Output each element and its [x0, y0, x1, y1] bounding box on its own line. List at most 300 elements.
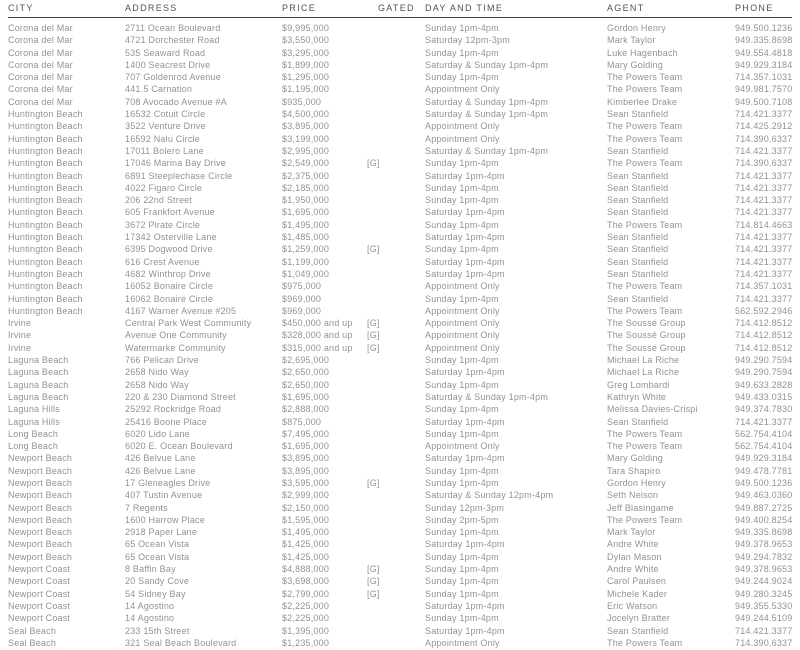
- cell-price: $3,295,000: [282, 47, 330, 58]
- cell-agent: The Powers Team: [607, 121, 683, 132]
- cell-price: $328,000 and up: [282, 330, 353, 341]
- cell-address: 14 Agostino: [125, 600, 175, 611]
- cell-day_time: Sunday 1pm-4pm: [425, 564, 499, 575]
- cell-price: $1,199,000: [282, 256, 330, 267]
- cell-day_time: Sunday 1pm-4pm: [425, 477, 499, 488]
- table-row: [8, 305, 792, 317]
- cell-day_time: Sunday 1pm-4pm: [425, 355, 499, 366]
- cell-price: $1,595,000: [282, 514, 330, 525]
- cell-price: $1,425,000: [282, 539, 330, 550]
- cell-day_time: Sunday 1pm-4pm: [425, 527, 499, 538]
- cell-agent: Sean Stanfield: [607, 268, 669, 279]
- cell-phone: 714.421.3377: [735, 232, 792, 243]
- table-row: [8, 514, 792, 526]
- cell-city: Irvine: [8, 342, 32, 353]
- cell-gated: [G]: [367, 244, 380, 255]
- cell-city: Corona del Mar: [8, 84, 73, 95]
- cell-address: 707 Goldenrod Avenue: [125, 72, 221, 83]
- cell-phone: 949.929.3184: [735, 59, 792, 70]
- cell-city: Laguna Beach: [8, 355, 69, 366]
- table-row: [8, 243, 792, 255]
- open-house-listings-table: [8, 0, 792, 649]
- table-row: [8, 452, 792, 464]
- cell-day_time: Sunday 1pm-4pm: [425, 551, 499, 562]
- cell-phone: 714.390.6337: [735, 133, 792, 144]
- cell-agent: Sean Stanfield: [607, 195, 669, 206]
- cell-price: $1,295,000: [282, 72, 330, 83]
- cell-city: Newport Beach: [8, 453, 73, 464]
- cell-phone: 949.478.7781: [735, 465, 792, 476]
- cell-price: $975,000: [282, 281, 322, 292]
- cell-city: Newport Coast: [8, 564, 71, 575]
- cell-city: Newport Beach: [8, 514, 73, 525]
- cell-day_time: Saturday & Sunday 1pm-4pm: [425, 96, 549, 107]
- table-row: [8, 83, 792, 95]
- cell-city: Seal Beach: [8, 637, 57, 648]
- cell-phone: 714.421.3377: [735, 195, 792, 206]
- cell-address: 2711 Ocean Boulevard: [125, 23, 221, 33]
- cell-agent: The Powers Team: [607, 281, 683, 292]
- cell-address: 16532 Cotuit Circle: [125, 109, 206, 120]
- cell-city: Huntington Beach: [8, 121, 83, 132]
- cell-day_time: Sunday 1pm-4pm: [425, 47, 499, 58]
- cell-phone: 949.294.7832: [735, 551, 792, 562]
- cell-gated: [367, 538, 425, 550]
- cell-address: 16592 Nalu Circle: [125, 133, 200, 144]
- cell-agent: Greg Lombardi: [607, 379, 670, 390]
- cell-price: $1,485,000: [282, 232, 330, 243]
- cell-address: 16052 Bonaire Circle: [125, 281, 214, 292]
- column-header-city: CITY: [8, 3, 34, 13]
- cell-day_time: Appointment Only: [425, 342, 500, 353]
- cell-phone: 949.500.1236: [735, 23, 792, 33]
- cell-address: 321 Seal Beach Boulevard: [125, 637, 237, 648]
- cell-phone: 949.981.7570: [735, 84, 792, 95]
- cell-day_time: Saturday 1pm-4pm: [425, 232, 505, 243]
- cell-agent: Mary Golding: [607, 59, 663, 70]
- cell-price: $3,550,000: [282, 35, 330, 46]
- cell-price: $1,695,000: [282, 391, 330, 402]
- cell-agent: Sean Stanfield: [607, 293, 669, 304]
- cell-day_time: Saturday 1pm-4pm: [425, 600, 505, 611]
- cell-price: $1,425,000: [282, 551, 330, 562]
- cell-day_time: Saturday 1pm-4pm: [425, 268, 505, 279]
- cell-address: 17011 Bolero Lane: [125, 145, 204, 156]
- table-row: [8, 120, 792, 132]
- cell-city: Newport Coast: [8, 576, 71, 587]
- cell-agent: The Powers Team: [607, 637, 683, 648]
- cell-city: Huntington Beach: [8, 158, 83, 169]
- cell-address: 6891 Steeplechase Circle: [125, 170, 233, 181]
- cell-address: 605 Frankfort Avenue: [125, 207, 215, 218]
- cell-city: Newport Coast: [8, 600, 71, 611]
- cell-agent: Dylan Mason: [607, 551, 662, 562]
- cell-phone: 949.374.7830: [735, 404, 792, 415]
- table-row: [8, 403, 792, 415]
- cell-address: Avenue One Community: [125, 330, 227, 341]
- table-row: [8, 22, 792, 34]
- cell-gated: [367, 194, 425, 206]
- cell-day_time: Saturday 12pm-3pm: [425, 35, 510, 46]
- cell-price: $1,695,000: [282, 441, 330, 452]
- cell-agent: Andre White: [607, 564, 659, 575]
- cell-phone: 562.754.4104: [735, 428, 792, 439]
- cell-day_time: Saturday & Sunday 1pm-4pm: [425, 109, 549, 120]
- cell-gated: [367, 34, 425, 46]
- cell-city: Newport Beach: [8, 527, 73, 538]
- cell-address: 535 Seaward Road: [125, 47, 206, 58]
- table-row: [8, 71, 792, 83]
- cell-city: Huntington Beach: [8, 170, 83, 181]
- cell-day_time: Sunday 1pm-4pm: [425, 195, 499, 206]
- cell-agent: The Powers Team: [607, 514, 683, 525]
- cell-agent: Kimberlee Drake: [607, 96, 678, 107]
- cell-address: 65 Ocean Vista: [125, 551, 190, 562]
- cell-day_time: Saturday & Sunday 1pm-4pm: [425, 145, 549, 156]
- cell-phone: 949.400.8254: [735, 514, 792, 525]
- cell-city: Laguna Hills: [8, 404, 60, 415]
- cell-day_time: Sunday 1pm-4pm: [425, 613, 499, 624]
- cell-address: 4167 Warner Avenue #205: [125, 305, 237, 316]
- cell-price: $2,888,000: [282, 404, 330, 415]
- cell-gated: [367, 96, 425, 108]
- cell-agent: Sean Stanfield: [607, 145, 669, 156]
- cell-city: Newport Coast: [8, 613, 71, 624]
- cell-agent: The Powers Team: [607, 305, 683, 316]
- cell-gated: [G]: [367, 318, 380, 329]
- cell-day_time: Sunday 1pm-4pm: [425, 72, 499, 83]
- cell-agent: Luke Hagenbach: [607, 47, 678, 58]
- cell-agent: The Soussé Group: [607, 342, 686, 353]
- cell-phone: 714.421.3377: [735, 145, 792, 156]
- table-row: [8, 354, 792, 366]
- cell-city: Huntington Beach: [8, 293, 83, 304]
- cell-gated: [367, 637, 425, 649]
- cell-gated: [367, 489, 425, 501]
- cell-city: Corona del Mar: [8, 72, 73, 83]
- cell-phone: 714.421.3377: [735, 182, 792, 193]
- cell-price: $2,695,000: [282, 355, 330, 366]
- table-row: [8, 575, 792, 587]
- cell-phone: 949.433.0315: [735, 391, 792, 402]
- cell-price: $1,235,000: [282, 637, 330, 648]
- cell-address: 441.5 Carnation: [125, 84, 193, 95]
- cell-day_time: Sunday 1pm-4pm: [425, 244, 499, 255]
- cell-city: Huntington Beach: [8, 109, 83, 120]
- cell-address: 3522 Venture Drive: [125, 121, 206, 132]
- cell-city: Newport Beach: [8, 539, 73, 550]
- cell-day_time: Sunday 1pm-4pm: [425, 158, 499, 169]
- cell-city: Laguna Beach: [8, 379, 69, 390]
- cell-phone: 562.592.2946: [735, 305, 792, 316]
- cell-gated: [367, 280, 425, 292]
- cell-price: $450,000 and up: [282, 318, 353, 329]
- cell-gated: [367, 305, 425, 317]
- cell-address: 4022 Figaro Circle: [125, 182, 203, 193]
- table-row: [8, 59, 792, 71]
- cell-city: Corona del Mar: [8, 47, 73, 58]
- cell-address: 2918 Paper Lane: [125, 527, 198, 538]
- cell-day_time: Sunday 1pm-4pm: [425, 23, 499, 33]
- cell-city: Huntington Beach: [8, 305, 83, 316]
- cell-price: $2,150,000: [282, 502, 330, 513]
- cell-phone: 714.412.8512: [735, 342, 792, 353]
- cell-address: 17342 Osterville Lane: [125, 232, 217, 243]
- cell-address: 65 Ocean Vista: [125, 539, 190, 550]
- cell-gated: [367, 502, 425, 514]
- cell-city: Huntington Beach: [8, 244, 83, 255]
- cell-city: Corona del Mar: [8, 23, 73, 33]
- cell-price: $2,375,000: [282, 170, 330, 181]
- table-row: [8, 256, 792, 268]
- table-row: [8, 465, 792, 477]
- cell-gated: [G]: [367, 588, 380, 599]
- cell-phone: 949.290.7594: [735, 355, 792, 366]
- cell-gated: [367, 219, 425, 231]
- cell-phone: 714.814.4663: [735, 219, 792, 230]
- cell-gated: [367, 354, 425, 366]
- cell-phone: 949.500.1236: [735, 477, 792, 488]
- cell-gated: [G]: [367, 158, 380, 169]
- cell-agent: Kathryn White: [607, 391, 667, 402]
- cell-phone: 562.754.4104: [735, 441, 792, 452]
- cell-price: $315,000 and up: [282, 342, 353, 353]
- cell-price: $935,000: [282, 96, 322, 107]
- cell-price: $2,650,000: [282, 379, 330, 390]
- cell-day_time: Sunday 1pm-4pm: [425, 404, 499, 415]
- cell-address: Watermarke Community: [125, 342, 226, 353]
- cell-price: $875,000: [282, 416, 322, 427]
- cell-phone: 949.463.0360: [735, 490, 792, 501]
- cell-gated: [367, 47, 425, 59]
- cell-day_time: Sunday 12pm-3pm: [425, 502, 505, 513]
- cell-price: $3,895,000: [282, 121, 330, 132]
- cell-gated: [367, 256, 425, 268]
- table-row: [8, 551, 792, 563]
- cell-phone: 714.412.8512: [735, 318, 792, 329]
- cell-phone: 949.244.9024: [735, 576, 792, 587]
- cell-price: $1,899,000: [282, 59, 330, 70]
- table-header-row: [8, 0, 792, 18]
- cell-city: Huntington Beach: [8, 232, 83, 243]
- cell-phone: 949.378.9653: [735, 539, 792, 550]
- cell-address: 766 Pelican Drive: [125, 355, 199, 366]
- table-row: [8, 317, 792, 329]
- cell-gated: [367, 625, 425, 637]
- table-row: [8, 293, 792, 305]
- cell-day_time: Appointment Only: [425, 121, 500, 132]
- table-row: [8, 489, 792, 501]
- cell-agent: Sean Stanfield: [607, 170, 669, 181]
- cell-city: Huntington Beach: [8, 268, 83, 279]
- table-row: [8, 145, 792, 157]
- cell-day_time: Saturday 1pm-4pm: [425, 256, 505, 267]
- column-header-price: PRICE: [282, 3, 317, 13]
- cell-gated: [367, 428, 425, 440]
- table-row: [8, 477, 792, 489]
- cell-phone: 714.421.3377: [735, 293, 792, 304]
- cell-agent: Sean Stanfield: [607, 244, 669, 255]
- cell-day_time: Sunday 1pm-4pm: [425, 219, 499, 230]
- cell-day_time: Sunday 1pm-4pm: [425, 182, 499, 193]
- cell-day_time: Saturday 1pm-4pm: [425, 453, 505, 464]
- table-row: [8, 366, 792, 378]
- cell-price: $2,999,000: [282, 490, 330, 501]
- cell-phone: 949.554.4818: [735, 47, 792, 58]
- cell-agent: Sean Stanfield: [607, 625, 669, 636]
- cell-city: Laguna Beach: [8, 391, 69, 402]
- cell-gated: [367, 403, 425, 415]
- cell-agent: The Soussé Group: [607, 318, 686, 329]
- table-row: [8, 157, 792, 169]
- cell-gated: [367, 108, 425, 120]
- cell-gated: [367, 612, 425, 624]
- cell-phone: 714.412.8512: [735, 330, 792, 341]
- cell-gated: [367, 59, 425, 71]
- cell-agent: Carol Paulsen: [607, 576, 667, 587]
- cell-day_time: Sunday 1pm-4pm: [425, 576, 499, 587]
- cell-phone: 714.421.3377: [735, 625, 792, 636]
- column-header-phone: PHONE: [735, 3, 774, 13]
- cell-address: 1400 Seacrest Drive: [125, 59, 211, 70]
- cell-city: Huntington Beach: [8, 281, 83, 292]
- cell-day_time: Saturday 1pm-4pm: [425, 539, 505, 550]
- cell-city: Newport Beach: [8, 465, 73, 476]
- cell-price: $2,799,000: [282, 588, 330, 599]
- cell-address: 616 Crest Avenue: [125, 256, 200, 267]
- table-row: [8, 342, 792, 354]
- cell-address: 6020 E. Ocean Boulevard: [125, 441, 233, 452]
- cell-day_time: Saturday 1pm-4pm: [425, 170, 505, 181]
- cell-gated: [G]: [367, 576, 380, 587]
- cell-price: $3,895,000: [282, 465, 330, 476]
- cell-address: 233 15th Street: [125, 625, 190, 636]
- table-row: [8, 391, 792, 403]
- cell-address: 6020 Lido Lane: [125, 428, 190, 439]
- cell-phone: 949.280.3245: [735, 588, 792, 599]
- cell-gated: [G]: [367, 342, 380, 353]
- cell-price: $1,395,000: [282, 625, 330, 636]
- cell-phone: 949.378.9653: [735, 564, 792, 575]
- cell-agent: The Powers Team: [607, 219, 683, 230]
- table-row: [8, 612, 792, 624]
- cell-price: $969,000: [282, 305, 322, 316]
- cell-city: Laguna Hills: [8, 416, 60, 427]
- column-header-gated: GATED: [378, 3, 415, 13]
- cell-city: Corona del Mar: [8, 96, 73, 107]
- table-row: [8, 268, 792, 280]
- table-row: [8, 428, 792, 440]
- cell-address: 54 Sidney Bay: [125, 588, 186, 599]
- cell-price: $4,888,000: [282, 564, 330, 575]
- cell-agent: The Powers Team: [607, 84, 683, 95]
- cell-day_time: Appointment Only: [425, 318, 500, 329]
- cell-address: 708 Avocado Avenue #A: [125, 96, 227, 107]
- cell-address: 17046 Marina Bay Drive: [125, 158, 226, 169]
- cell-city: Corona del Mar: [8, 35, 73, 46]
- cell-city: Newport Beach: [8, 490, 73, 501]
- cell-gated: [367, 231, 425, 243]
- cell-phone: 714.357.1031: [735, 281, 792, 292]
- cell-agent: The Powers Team: [607, 72, 683, 83]
- cell-gated: [367, 293, 425, 305]
- cell-price: $969,000: [282, 293, 322, 304]
- cell-price: $4,500,000: [282, 109, 330, 120]
- cell-day_time: Sunday 1pm-4pm: [425, 465, 499, 476]
- table-body: [8, 18, 792, 649]
- cell-agent: Michael La Riche: [607, 367, 680, 378]
- cell-day_time: Appointment Only: [425, 637, 500, 648]
- cell-phone: 714.390.6337: [735, 158, 792, 169]
- cell-price: $2,185,000: [282, 182, 330, 193]
- cell-price: $1,495,000: [282, 219, 330, 230]
- cell-gated: [367, 71, 425, 83]
- cell-price: $3,595,000: [282, 477, 330, 488]
- cell-day_time: Appointment Only: [425, 305, 500, 316]
- cell-price: $1,259,000: [282, 244, 330, 255]
- cell-agent: Sean Stanfield: [607, 232, 669, 243]
- cell-agent: Sean Stanfield: [607, 182, 669, 193]
- cell-city: Huntington Beach: [8, 182, 83, 193]
- table-row: [8, 47, 792, 59]
- cell-city: Long Beach: [8, 441, 59, 452]
- cell-gated: [367, 379, 425, 391]
- cell-day_time: Saturday & Sunday 1pm-4pm: [425, 391, 549, 402]
- cell-gated: [367, 391, 425, 403]
- cell-address: 25292 Rockridge Road: [125, 404, 222, 415]
- cell-agent: Gordon Henry: [607, 477, 666, 488]
- cell-price: $2,225,000: [282, 613, 330, 624]
- cell-day_time: Sunday 1pm-4pm: [425, 293, 499, 304]
- cell-city: Newport Beach: [8, 551, 73, 562]
- cell-phone: 949.355.5330: [735, 600, 792, 611]
- table-row: [8, 108, 792, 120]
- cell-gated: [G]: [367, 477, 380, 488]
- cell-agent: Jocelyn Bratter: [607, 613, 671, 624]
- cell-address: 2658 Nido Way: [125, 379, 189, 390]
- cell-phone: 714.390.6337: [735, 637, 792, 648]
- cell-address: 17 Gleneagles Drive: [125, 477, 211, 488]
- cell-city: Huntington Beach: [8, 195, 83, 206]
- cell-address: 220 & 230 Diamond Street: [125, 391, 236, 402]
- cell-city: Irvine: [8, 318, 32, 329]
- column-header-agent: AGENT: [607, 3, 645, 13]
- cell-price: $1,495,000: [282, 527, 330, 538]
- table-row: [8, 182, 792, 194]
- cell-price: $9,995,000: [282, 23, 330, 33]
- cell-price: $1,695,000: [282, 207, 330, 218]
- cell-agent: Michael La Riche: [607, 355, 680, 366]
- table-row: [8, 219, 792, 231]
- cell-address: 4721 Dorchester Road: [125, 35, 220, 46]
- cell-city: Newport Coast: [8, 588, 71, 599]
- cell-address: 16062 Bonaire Circle: [125, 293, 214, 304]
- cell-agent: Mary Golding: [607, 453, 663, 464]
- table-row: [8, 206, 792, 218]
- table-row: [8, 625, 792, 637]
- cell-agent: The Powers Team: [607, 158, 683, 169]
- cell-day_time: Appointment Only: [425, 330, 500, 341]
- cell-price: $2,995,000: [282, 145, 330, 156]
- cell-phone: 949.335.8698: [735, 35, 792, 46]
- cell-gated: [367, 465, 425, 477]
- cell-phone: 949.335.8698: [735, 527, 792, 538]
- cell-gated: [367, 526, 425, 538]
- cell-gated: [G]: [367, 330, 380, 341]
- cell-gated: [367, 182, 425, 194]
- cell-city: Huntington Beach: [8, 145, 83, 156]
- cell-gated: [367, 366, 425, 378]
